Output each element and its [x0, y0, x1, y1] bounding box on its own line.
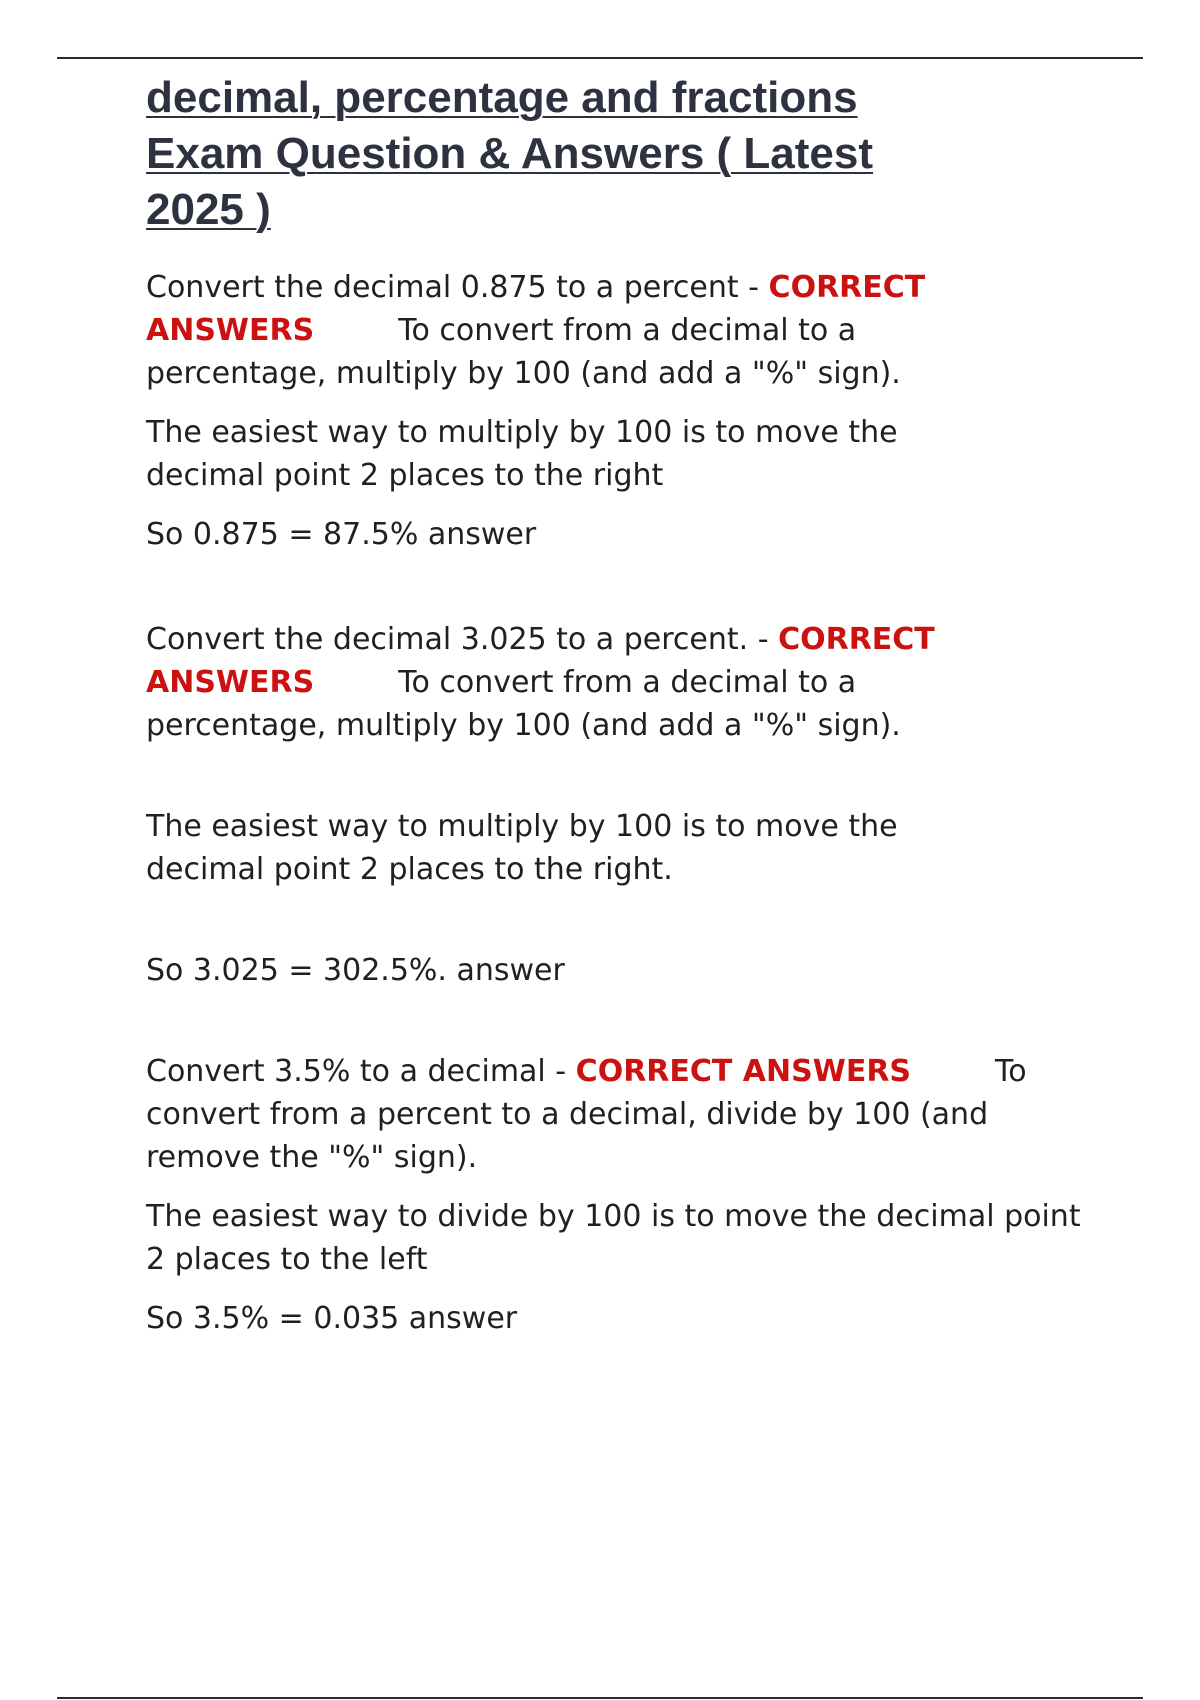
qa-item-3-intro — [146, 1050, 1106, 1179]
question-text: Convert the decimal 3.025 to a percent. - — [146, 622, 769, 657]
answer-paragraph: The easiest way to multiply by 100 is to move the decimal point 2 places to the right — [146, 415, 898, 493]
question-text: Convert 3.5% to a decimal - — [146, 1054, 567, 1089]
qa-item-1 — [146, 266, 1006, 556]
answer-paragraph: The easiest way to multiply by 100 is to move the decimal point 2 places to the right. — [146, 809, 898, 887]
answer-text: To convert from a decimal to a percentage, multiply by 100 (and add a "%" sign). — [146, 313, 901, 391]
qa-item-2-intro — [146, 618, 1006, 747]
answer-result: So 3.5% = 0.035 answer — [146, 1301, 518, 1336]
qa-item-1-intro — [146, 266, 1006, 395]
answer-text: To convert from a percent to a decimal, divide by 100 (and remove the "%" sign). — [146, 1054, 1027, 1175]
question-text: Convert the decimal 0.875 to a percent - — [146, 270, 759, 305]
answer-result: So 3.025 = 302.5%. answer — [146, 953, 565, 988]
top-rule — [57, 57, 1143, 59]
answer-paragraph: The easiest way to divide by 100 is to move the decimal point 2 places to the left — [146, 1199, 1081, 1277]
answer-text: To convert from a decimal to a percentage, multiply by 100 (and add a "%" sign). — [146, 665, 901, 743]
correct-answers-label: CORRECT ANSWERS — [146, 270, 926, 348]
qa-item-3 — [146, 1050, 1106, 1340]
qa-item-2 — [146, 618, 1006, 992]
correct-answers-label: CORRECT ANSWERS — [146, 622, 935, 700]
correct-answers-label: CORRECT ANSWERS — [575, 1054, 912, 1089]
document-title: decimal, percentage and fractions Exam Question & Answers ( Latest 2025 ) — [146, 73, 874, 234]
document-body — [146, 70, 1106, 1340]
bottom-rule — [57, 1697, 1143, 1699]
answer-result: So 0.875 = 87.5% answer — [146, 517, 537, 552]
